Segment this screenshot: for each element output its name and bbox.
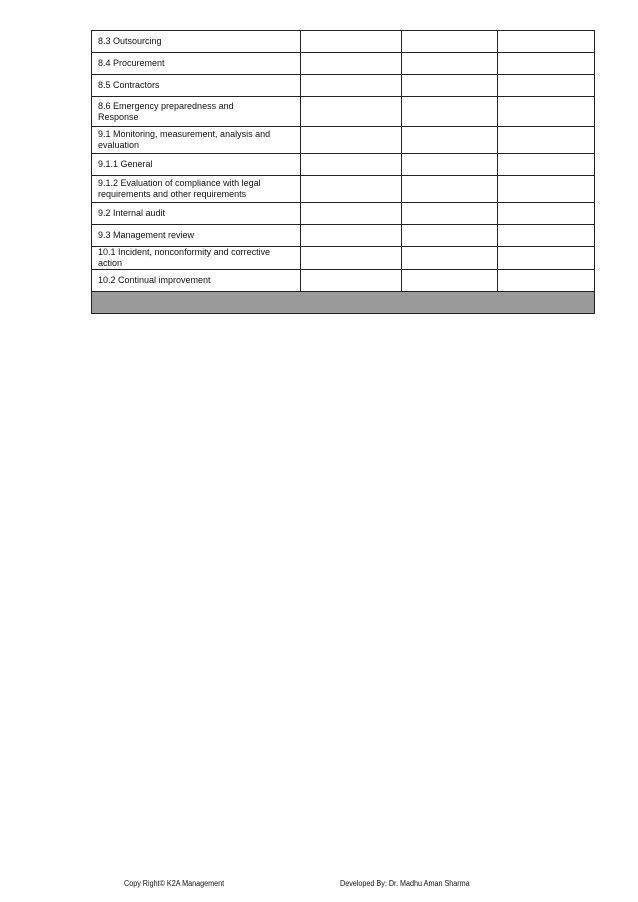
table-row bbox=[92, 203, 595, 225]
table-row bbox=[92, 53, 595, 75]
empty-cell-col-3 bbox=[402, 127, 498, 154]
empty-cell-col-4 bbox=[498, 31, 595, 53]
empty-cell-col-3 bbox=[402, 247, 498, 270]
empty-cell-col-4 bbox=[498, 53, 595, 75]
footer-copyright: Copy Right© K2A Management bbox=[124, 879, 225, 888]
clause-label-cell: 9.1.1 General bbox=[92, 154, 301, 176]
table-row bbox=[92, 225, 595, 247]
clause-label-cell: 10.1 Incident, nonconformity and corrective action bbox=[92, 247, 301, 270]
footer-developer: Developed By: Dr. Madhu Aman Sharma bbox=[340, 879, 470, 888]
clause-label-cell: 9.1 Monitoring, measurement, analysis and evaluation bbox=[92, 127, 301, 154]
empty-cell-col-3 bbox=[402, 203, 498, 225]
empty-cell-col-2 bbox=[301, 203, 402, 225]
empty-cell-col-3 bbox=[402, 270, 498, 292]
empty-cell-col-3 bbox=[402, 154, 498, 176]
clause-label-cell: 8.5 Contractors bbox=[92, 75, 301, 97]
empty-cell-col-3 bbox=[402, 31, 498, 53]
table-row bbox=[92, 176, 595, 203]
shaded-footer-cell bbox=[92, 292, 595, 314]
empty-cell-col-4 bbox=[498, 203, 595, 225]
empty-cell-col-3 bbox=[402, 75, 498, 97]
empty-cell-col-2 bbox=[301, 53, 402, 75]
table-row bbox=[92, 75, 595, 97]
empty-cell-col-2 bbox=[301, 176, 402, 203]
empty-cell-col-4 bbox=[498, 225, 595, 247]
empty-cell-col-4 bbox=[498, 127, 595, 154]
empty-cell-col-4 bbox=[498, 270, 595, 292]
empty-cell-col-2 bbox=[301, 270, 402, 292]
table-row bbox=[92, 270, 595, 292]
table-row bbox=[92, 154, 595, 176]
shaded-footer-row bbox=[92, 292, 595, 314]
empty-cell-col-4 bbox=[498, 75, 595, 97]
empty-cell-col-2 bbox=[301, 225, 402, 247]
clause-label-cell: 8.6 Emergency preparedness and Response bbox=[92, 97, 301, 127]
empty-cell-col-2 bbox=[301, 127, 402, 154]
clause-label-cell: 10.2 Continual improvement bbox=[92, 270, 301, 292]
clause-label-cell: 9.1.2 Evaluation of compliance with legal requirements and other requirements bbox=[92, 176, 301, 203]
clause-label-cell: 9.3 Management review bbox=[92, 225, 301, 247]
table-row bbox=[92, 247, 595, 270]
clause-label-cell: 9.2 Internal audit bbox=[92, 203, 301, 225]
empty-cell-col-3 bbox=[402, 97, 498, 127]
empty-cell-col-2 bbox=[301, 154, 402, 176]
empty-cell-col-2 bbox=[301, 31, 402, 53]
empty-cell-col-4 bbox=[498, 97, 595, 127]
table-row bbox=[92, 31, 595, 53]
empty-cell-col-2 bbox=[301, 247, 402, 270]
empty-cell-col-4 bbox=[498, 247, 595, 270]
empty-cell-col-4 bbox=[498, 154, 595, 176]
table-body bbox=[92, 31, 595, 314]
clause-label-cell: 8.3 Outsourcing bbox=[92, 31, 301, 53]
clause-label-cell: 8.4 Procurement bbox=[92, 53, 301, 75]
empty-cell-col-2 bbox=[301, 97, 402, 127]
table-row bbox=[92, 97, 595, 127]
empty-cell-col-3 bbox=[402, 225, 498, 247]
empty-cell-col-2 bbox=[301, 75, 402, 97]
empty-cell-col-3 bbox=[402, 53, 498, 75]
audit-checklist-table bbox=[91, 30, 595, 314]
table-row bbox=[92, 127, 595, 154]
empty-cell-col-3 bbox=[402, 176, 498, 203]
empty-cell-col-4 bbox=[498, 176, 595, 203]
